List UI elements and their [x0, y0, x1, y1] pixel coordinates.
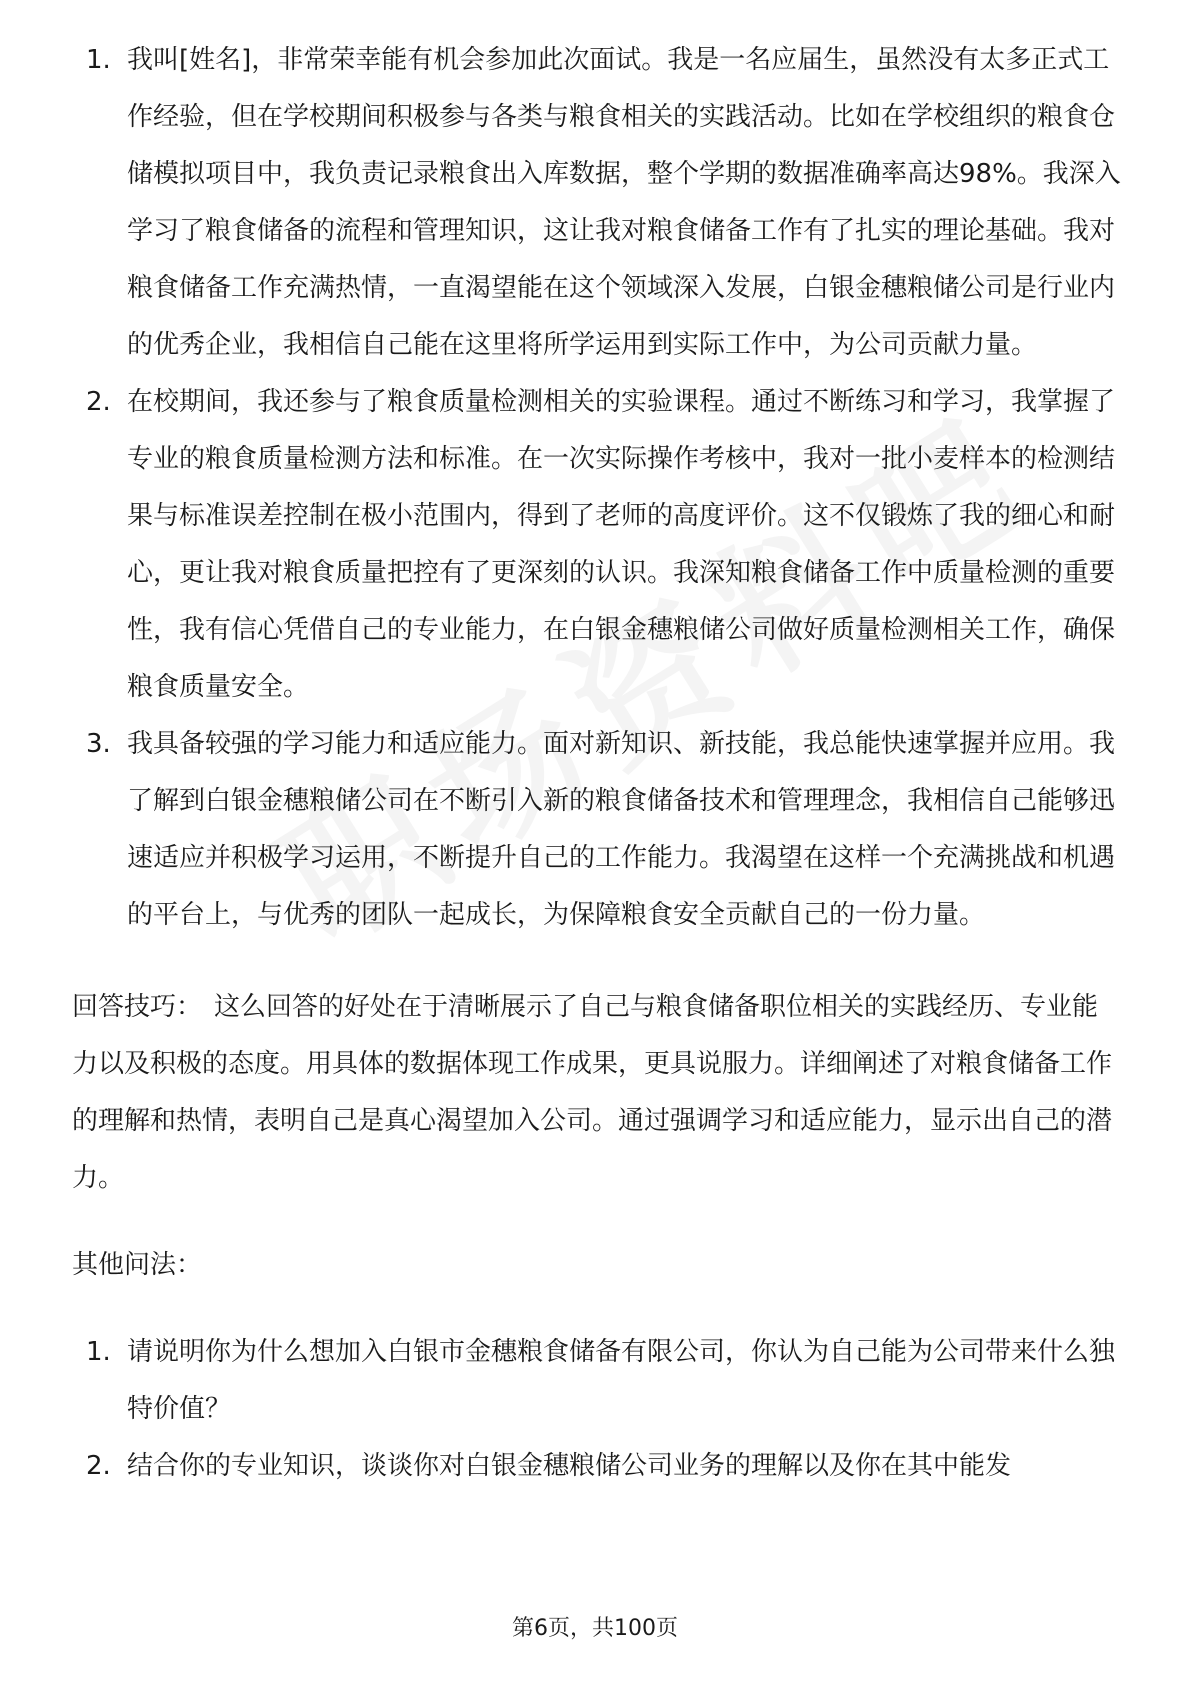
- list-number: 2.: [86, 1451, 111, 1481]
- tips-text: 这么回答的好处在于清晰展示了自己与粮食储备职位相关的实践经历、专业能力以及积极的态度。用具体的数据体现工作成果，更具说服力。详细阐述了对粮食储备工作的理解和热情，表明自己是真心渴望加入公司。通过强调学习和适应能力，显示出自己的潜力。: [72, 992, 1113, 1193]
- list-item-text: 在校期间，我还参与了粮食质量检测相关的实验课程。通过不断练习和学习，我掌握了专业的粮食质量检测方法和标准。在一次实际操作考核中，我对一批小麦样本的检测结果与标准误差控制在极小范围内，得到了老师的高度评价。这不仅锻炼了我的细心和耐心，更让我对粮食质量把控有了更深刻的认识。我深知粮食储备工作中质量检测的重要性，我有信心凭借自己的专业能力，在白银金穗粮储公司做好质量检测相关工作，确保粮食质量安全。: [127, 387, 1116, 702]
- answer-tips: [72, 979, 1124, 1207]
- list-number: 3.: [86, 729, 111, 759]
- list-number: 1.: [86, 1337, 111, 1367]
- tips-label: 回答技巧：: [72, 992, 203, 1022]
- list-item-text: 我叫[姓名]，非常荣幸能有机会参加此次面试。我是一名应届生，虽然没有太多正式工作经验，但在学校期间积极参与各类与粮食相关的实践活动。比如在学校组织的粮食仓储模拟项目中，我负责记录粮食出入库数据，整个学期的数据准确率高达98%。我深入学习了粮食储备的流程和管理知识，这让我对粮食储备工作有了扎实的理论基础。我对粮食储备工作充满热情，一直渴望能在这个领域深入发展，白银金穗粮储公司是行业内的优秀企业，我相信自己能在这里将所学运用到实际工作中，为公司贡献力量。: [127, 45, 1121, 360]
- list-item: [72, 1324, 1124, 1438]
- list-number: 1.: [86, 45, 111, 75]
- list-item: [72, 374, 1124, 716]
- page-content: [72, 32, 1124, 1495]
- list-item: [72, 32, 1124, 374]
- list-item-text: 结合你的专业知识，谈谈你对白银金穗粮储公司业务的理解以及你在其中能发: [127, 1451, 1012, 1481]
- list-item: [72, 716, 1124, 944]
- other-questions-heading: 其他问法：: [72, 1250, 203, 1280]
- page-footer: 第6页，共100页: [512, 1616, 678, 1641]
- other-questions-list: [72, 1324, 1124, 1495]
- list-item-text: 请说明你为什么想加入白银市金穗粮食储备有限公司，你认为自己能为公司带来什么独特价值？: [127, 1337, 1116, 1424]
- list-item: [72, 1438, 1124, 1495]
- answer-list: [72, 32, 1124, 944]
- list-number: 2.: [86, 387, 111, 417]
- list-item-text: 我具备较强的学习能力和适应能力。面对新知识、新技能，我总能快速掌握并应用。我了解到白银金穗粮储公司在不断引入新的粮食储备技术和管理理念，我相信自己能够迅速适应并积极学习运用，不断提升自己的工作能力。我渴望在这样一个充满挑战和机遇的平台上，与优秀的团队一起成长，为保障粮食安全贡献自己的一份力量。: [127, 729, 1116, 930]
